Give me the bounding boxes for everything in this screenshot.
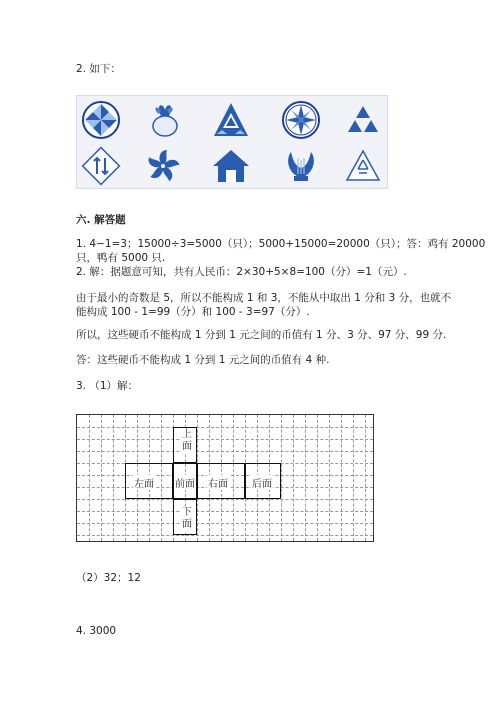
question-2-title: 2. 如下： — [76, 63, 121, 75]
recycle-triangle-icon — [343, 146, 383, 186]
triforce-icon — [343, 100, 383, 140]
compass-star-icon — [281, 100, 321, 140]
net-label-right: 右面 — [207, 475, 229, 490]
answer-1-line-2: 只，鸭有 5000 只. — [76, 252, 166, 264]
answer-4: 4. 3000 — [76, 625, 117, 637]
section-6-heading: 六. 解答题 — [76, 214, 126, 226]
net-label-front: 前面 — [174, 475, 196, 490]
symmetric-figures-panel — [76, 95, 388, 189]
radish-icon — [143, 100, 183, 140]
answer-1-line-1: 1. 4−1=3；15000÷3=5000（只）；5000+15000=20000（只）；答：鸡有 20000 — [76, 238, 486, 250]
bauhinia-flower-icon — [143, 146, 183, 186]
pinwheel-circle-icon — [81, 100, 121, 140]
answer-2-conclusion: 答：这些硬币不能构成 1 分到 1 元之间的币值有 4 种. — [76, 354, 330, 366]
triangle-pattern-icon — [211, 100, 251, 140]
answer-2-line-1: 2. 解：据题意可知，共有人民币：2×30+5×8=100（分）=1（元）. — [76, 266, 407, 278]
arrows-box-icon — [81, 146, 121, 186]
cube-net-grid — [76, 414, 374, 542]
net-label-left: 左面 — [133, 475, 155, 490]
answer-2-paragraph-2: 能构成 100 - 1=99（分）和 100 - 3=97（分）. — [76, 306, 310, 318]
answer-3-label: 3. （1）解： — [76, 380, 139, 392]
net-label-bottom: 下面 — [182, 507, 192, 530]
net-label-back: 后面 — [251, 475, 273, 490]
lyre-icon — [281, 146, 321, 186]
house-icon — [211, 146, 251, 186]
answer-2-paragraph-3: 所以，这些硬币不能构成 1 分到 1 元之间的币值有 1 分、3 分、97 分、99 分. — [76, 329, 447, 341]
answer-2-paragraph-1: 由于最小的奇数是 5，所以不能构成 1 和 3，不能从中取出 1 分和 3 分，也就不 — [76, 292, 452, 304]
answer-3-part-2: （2）32；12 — [76, 572, 141, 584]
net-label-top: 上面 — [182, 429, 192, 452]
